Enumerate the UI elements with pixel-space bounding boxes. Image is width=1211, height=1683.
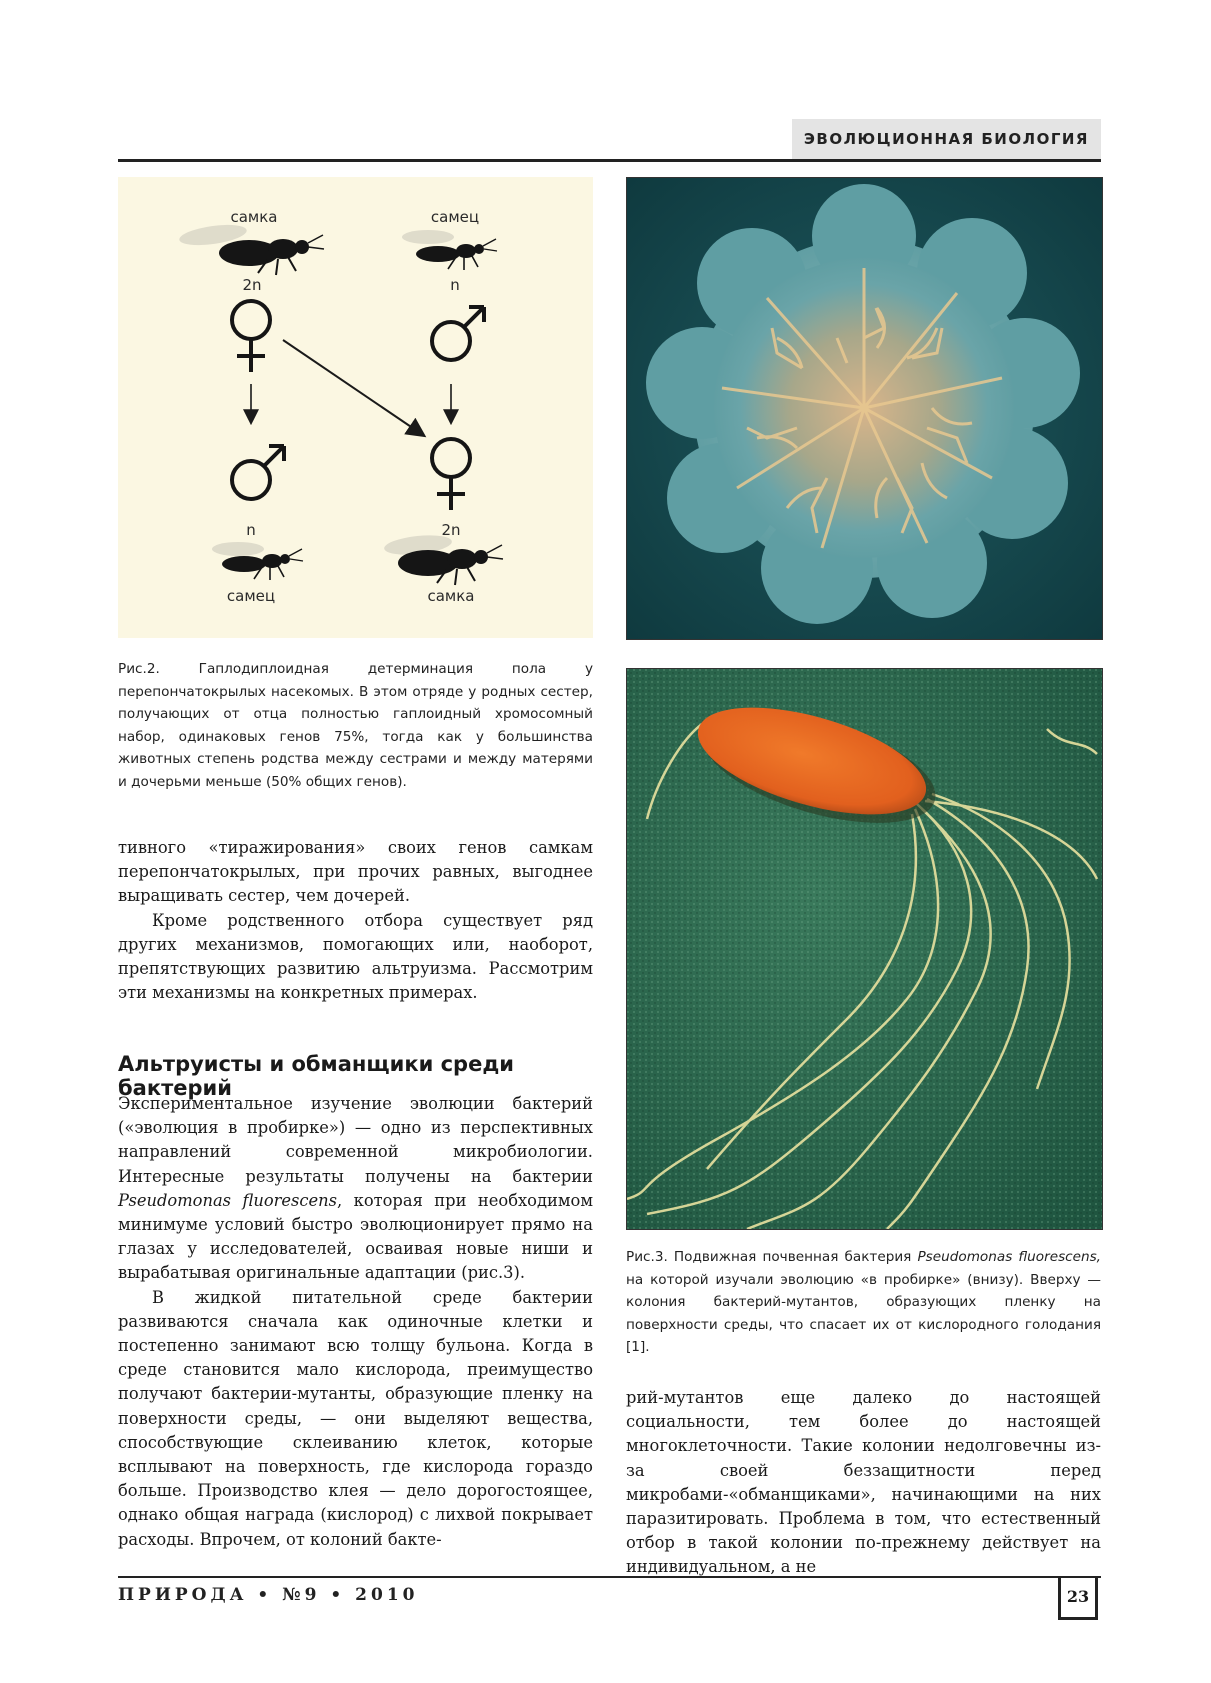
paragraph: тивного «тиражирования» своих генов самкам перепончатокрылых, при прочих равных, выгоднее выращивать сестер, чем дочерей.	[118, 838, 593, 906]
paragraph: Кроме родственного отбора существует ряд других механизмов, помогающих или, наоборот, препятствующих развитию альтруизма. Рассмотрим эти механизмы на конкретных примерах.	[118, 910, 593, 1003]
arrow-female-to-female	[283, 340, 423, 435]
label-bottom-male: самец	[226, 587, 276, 605]
figure-2-diagram	[118, 177, 593, 638]
paragraph: рий-мутантов еще далеко до настоящей социальности, тем более до настоящей многоклеточности. Такие колонии недолговечны из-за своей беззащитности перед микробами-«обманщиками», начинающими на них паразитировать. Проблема в том, что естественный отбор в такой колонии по-прежнему действует на индивидуальном, а не	[626, 1388, 1101, 1577]
column-2-body-text	[626, 1386, 1101, 1580]
label-top-male-ploidy: n	[450, 276, 460, 294]
wasp-male-top-icon	[402, 230, 497, 270]
top-rule	[118, 159, 1101, 162]
label-top-female: самка	[230, 208, 278, 226]
column-1-top-text	[118, 836, 593, 1005]
paragraph	[118, 1092, 593, 1286]
section-subheading: Альтруисты и обманщики среди бактерий	[118, 1052, 515, 1100]
wasp-female-bottom-icon	[383, 532, 503, 585]
label-top-male: самец	[430, 208, 480, 226]
label-bottom-male-ploidy: n	[246, 521, 256, 539]
para-3-lead: Экспериментальное изучение эволюции бактерий («эволюция в пробирке») — одно из перспективных направлений современной микробиологии. Интересные результаты получены на бактерии	[118, 1094, 593, 1186]
female-symbol-bottom-icon	[432, 439, 470, 510]
caption-3-rest: на которой изучали эволюцию «в пробирке» (внизу). Вверху — колония бактерий-мутантов, образующих пленку на поверхности среды, что спасает их от кислородного голодания [1].	[626, 1271, 1101, 1355]
female-symbol-top-icon	[232, 301, 270, 372]
wasp-male-bottom-icon	[212, 542, 303, 580]
label-bottom-female: самка	[427, 587, 475, 605]
column-1-body-text	[118, 1092, 593, 1552]
page-number: 23	[1058, 1578, 1098, 1620]
figure-2-caption: Рис.2. Гаплодиплоидная детерминация пола у перепончатокрылых насекомых. В этом отряде у родных сестер, получающих от отца полностью гаплоидный хромосомный набор, одинаковых генов 75%, тогда как у большинства животных степень родства между сестрами и между матерями и дочерьми меньше (50% общих генов).	[118, 661, 593, 790]
photo-bacterial-colony	[626, 177, 1103, 640]
male-symbol-top-icon	[432, 307, 484, 360]
label-bottom-female-ploidy: 2n	[441, 521, 461, 539]
paragraph: В жидкой питательной среде бактерии развиваются сначала как одиночные клетки и постепенно занимают всю толщу бульона. Когда в среде становится мало кислорода, преимущество получают бактерии-мутанты, образующие пленку на поверхности среды, — они выделяют вещества, способствующие склеиванию клеток, которые всплывают на поверхность, где кислорода гораздо больше. Производство клея — дело дорогостоящее, однако общая награда (кислород) с лихвой покрывает расходы. Впрочем, от колоний бакте-	[118, 1287, 593, 1549]
figure-3-caption	[626, 1246, 1101, 1359]
bottom-rule	[118, 1576, 1101, 1578]
caption-3-lead: Рис.3. Подвижная почвенная бактерия	[626, 1249, 918, 1265]
wasp-female-top-icon	[178, 221, 324, 275]
journal-footer: ПРИРОДА • №9 • 2010	[118, 1585, 419, 1605]
para-3-species: Pseudomonas fluorescens	[118, 1190, 337, 1210]
section-title: ЭВОЛЮЦИОННАЯ БИОЛОГИЯ	[803, 130, 1089, 148]
photo-pseudomonas-bacterium	[626, 668, 1103, 1230]
label-top-female-ploidy: 2n	[242, 276, 262, 294]
para-3-rest: , которая при необходимом минимуме условий быстро эволюционирует прямо на глазах у исследователей, осваивая новые ниши и вырабатывая оригинальные адаптации (рис.3).	[118, 1190, 593, 1283]
caption-3-species: Pseudomonas fluorescens,	[917, 1249, 1102, 1265]
male-symbol-bottom-icon	[232, 446, 284, 499]
